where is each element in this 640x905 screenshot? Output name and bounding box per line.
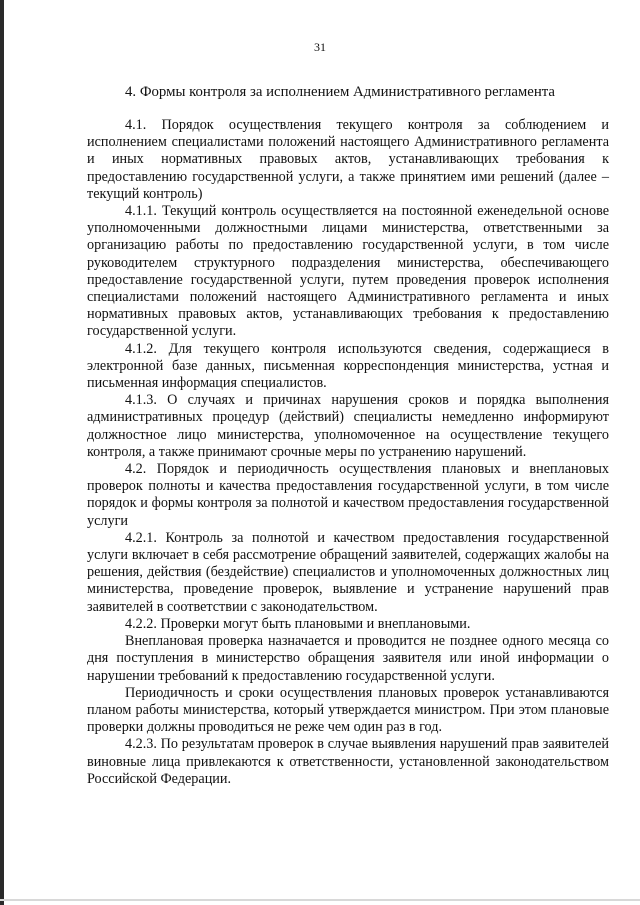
paragraph-inspection-periodicity: Периодичность и сроки осуществления плановых проверок устанавливаются планом работы министерства, который утверждается министром. При этом плановые проверки должны проводиться не реже чем один раз в год.	[87, 684, 609, 736]
section-heading: 4. Формы контроля за исполнением Административного регламента	[125, 84, 555, 100]
page-number: 31	[314, 40, 326, 54]
paragraph-4-2-3: 4.2.3. По результатам проверок в случае выявления нарушений прав заявителей виновные лица привлекаются к ответственности, установленной законодательством Российской Федерации.	[87, 736, 609, 787]
scan-edge-bottom	[0, 899, 640, 901]
paragraph-4-1-2: 4.1.2. Для текущего контроля используются сведения, содержащиеся в электронной базе данных, письменная корреспонденция министерства, устная и письменная информация специалистов.	[87, 340, 609, 392]
paragraph-4-1-3: 4.1.3. О случаях и причинах нарушения сроков и порядка выполнения административных процедур (действий) специалисты немедленно информируют должностное лицо министерства, уполномоченное на осуществление текущего контроля, а также принимают срочные меры по устранению нарушений.	[87, 392, 609, 460]
paragraph-unscheduled-inspection: Внеплановая проверка назначается и проводится не позднее одного месяца со дня поступления в министерство обращения заявителя или иной информации о нарушении требований к предоставлению государственной услуги.	[87, 633, 609, 684]
document-body	[87, 117, 609, 788]
paragraph-4-1-1: 4.1.1. Текущий контроль осуществляется на постоянной еженедельной основе уполномоченными должностными лицами министерства, ответственными за организацию работы по предоставлению государственной услуги, в том числе руководителем структурного подразделения министерства, обеспечивающего предоставление государственной услуги, путем проведения проверок исполнения специалистами положений настоящего Административного регламента и иных нормативных правовых актов, устанавливающих требования к предоставлению государственной услуги.	[87, 203, 609, 340]
paragraph-4-2: 4.2. Порядок и периодичность осуществления плановых и внеплановых проверок полноты и качества предоставления государственной услуги, в том числе порядок и формы контроля за полнотой и качеством предоставления государственной услуги	[87, 461, 609, 529]
paragraph-4-2-1: 4.2.1. Контроль за полнотой и качеством предоставления государственной услуги включает в себя рассмотрение обращений заявителей, содержащих жалобы на решения, действия (бездействие) специалистов и уполномоченных должностных лиц министерства, проведение проверок, выявление и устранение нарушений прав заявителей в соответствии с законодательством.	[87, 529, 609, 615]
scan-edge-left	[0, 0, 4, 905]
paragraph-4-2-2: 4.2.2. Проверки могут быть плановыми и внеплановыми.	[125, 615, 471, 632]
paragraph-4-1: 4.1. Порядок осуществления текущего контроля за соблюдением и исполнением специалистами положений настоящего Административного регламента и иных нормативных правовых актов, устанавливающих требования к предоставлению государственной услуги, а также принятием ими решений (далее – текущий контроль)	[87, 117, 609, 202]
